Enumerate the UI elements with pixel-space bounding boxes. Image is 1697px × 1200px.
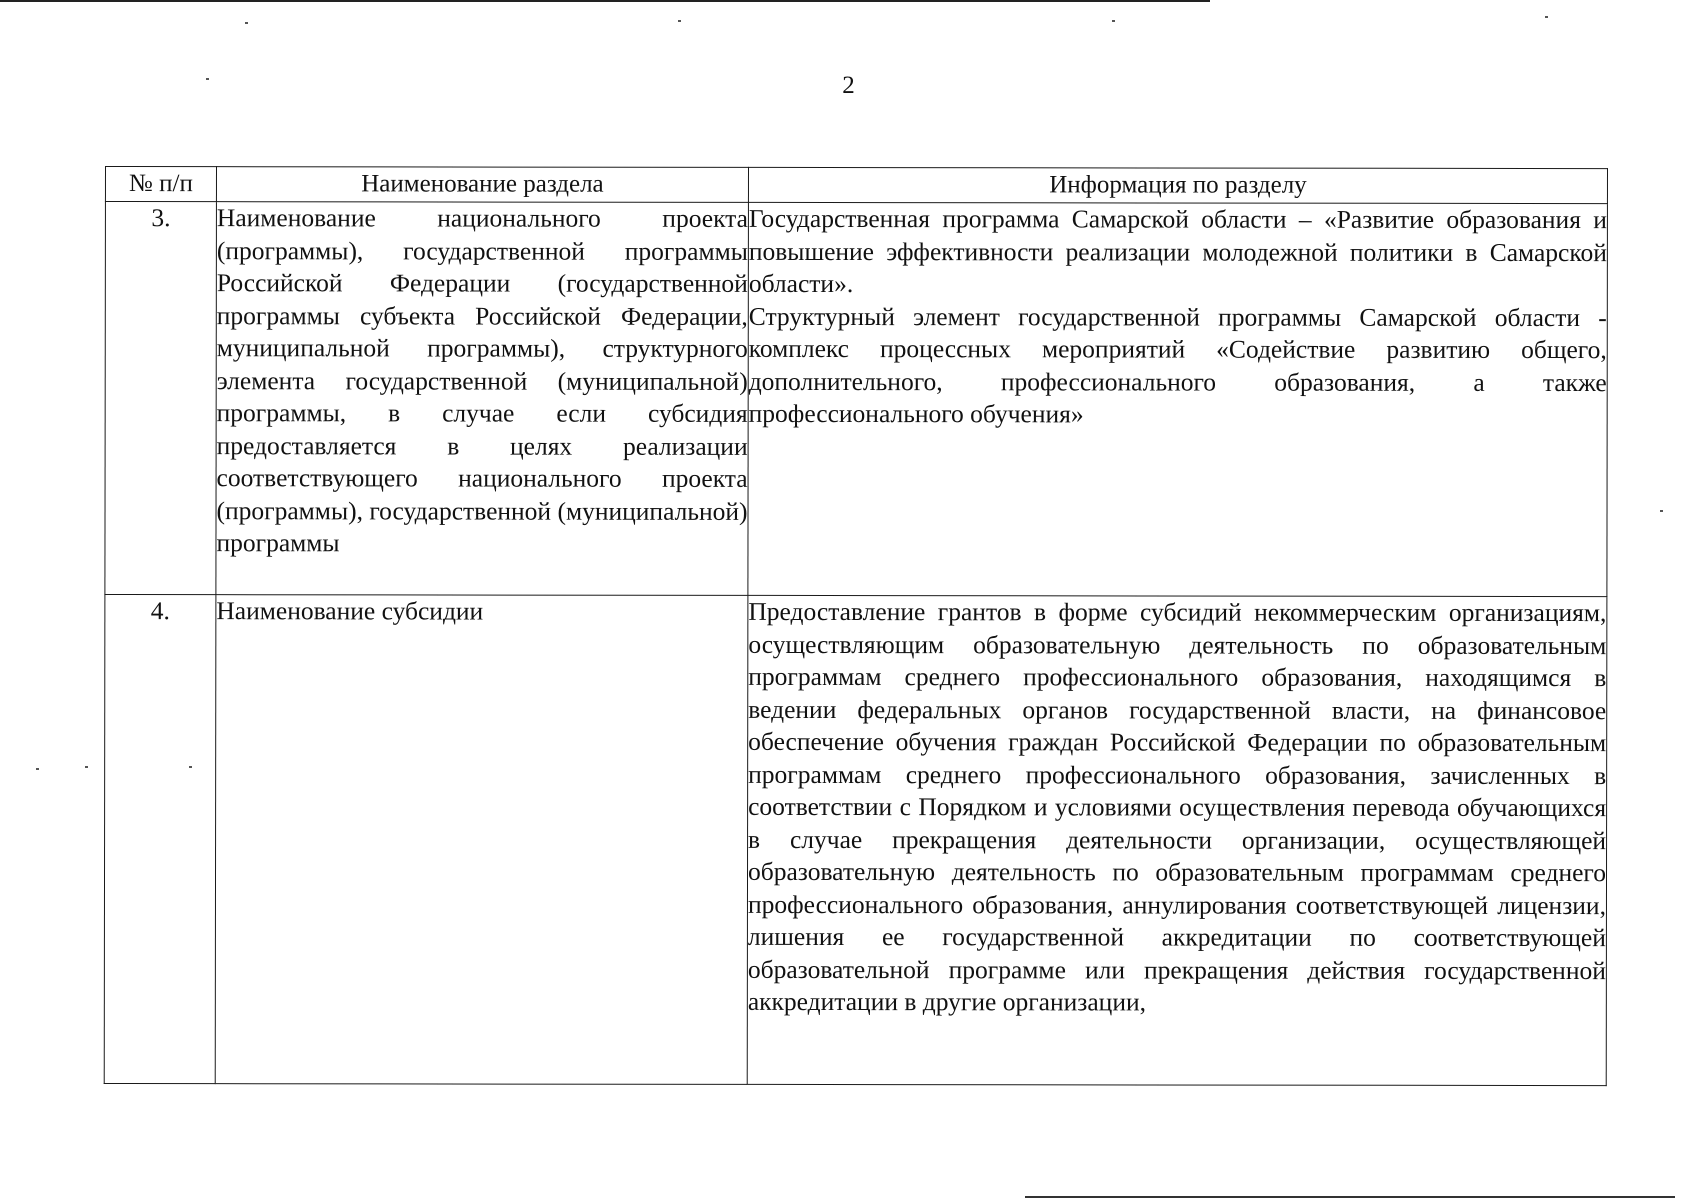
table-row (105, 202, 1608, 597)
scan-edge-bottom (1025, 1196, 1675, 1198)
section-name: Наименование национального проекта (программы), государственной программы Российской Федерации (государственной программы субъекта Российской Федерации, муниципальной программы), структурного элемента государственной (муниципальной) программы, в случае если субсидия предоставляется в целях реализации соответствующего национального проекта (программы), государственной (муниципальной) программы (216, 202, 749, 596)
header-section-info: Информация по разделу (748, 167, 1607, 203)
table-row (104, 595, 1607, 1086)
row-number: 4. (104, 595, 216, 1084)
header-num: № п/п (105, 167, 216, 202)
info-paragraph: Структурный элемент государственной программы Самарской области - комплекс процессных мероприятий «Содействие развитию общего, дополнительного, профессионального образования, а также профессионального обучения» (748, 301, 1607, 429)
scan-speck (678, 20, 681, 22)
page-number: 2 (842, 72, 855, 99)
scan-speck (1660, 510, 1663, 512)
info-table (104, 166, 1608, 1086)
scan-speck (85, 766, 88, 768)
info-paragraph: Государственная программа Самарской области – «Развитие образования и повышение эффективности реализации молодежной политики в Самарской области». (748, 203, 1607, 299)
section-info (747, 595, 1607, 1085)
scan-edge-top (0, 0, 1210, 2)
row-number: 3. (105, 202, 217, 595)
scan-speck (1112, 20, 1115, 22)
table-header-row (105, 167, 1607, 204)
header-section-name: Наименование раздела (216, 167, 748, 203)
scan-speck (245, 22, 248, 24)
section-name: Наименование субсидии (215, 595, 748, 1085)
scan-speck (1545, 16, 1548, 18)
info-paragraph: Предоставление грантов в форме субсидий некоммерческим организациям, осуществляющим образовательную деятельность по образовательным программам среднего профессионального образования, находящимся в ведении федеральных органов государственной власти, на финансовое обеспечение обучения граждан Российской Федерации по образовательным программам среднего профессионального образования, зачисленных в соответствии с Порядком и условиями осуществления перевода обучающихся в случае прекращения деятельности организации, осуществляющей образовательную деятельность по образовательным программам среднего профессионального образования, аннулирования соответствующей лицензии, лишения ее государственной аккредитации по соответствующей образовательной программе или прекращения действия государственной аккредитации в другие организации, (747, 596, 1607, 1017)
scan-speck (36, 768, 39, 770)
section-info (748, 202, 1608, 596)
